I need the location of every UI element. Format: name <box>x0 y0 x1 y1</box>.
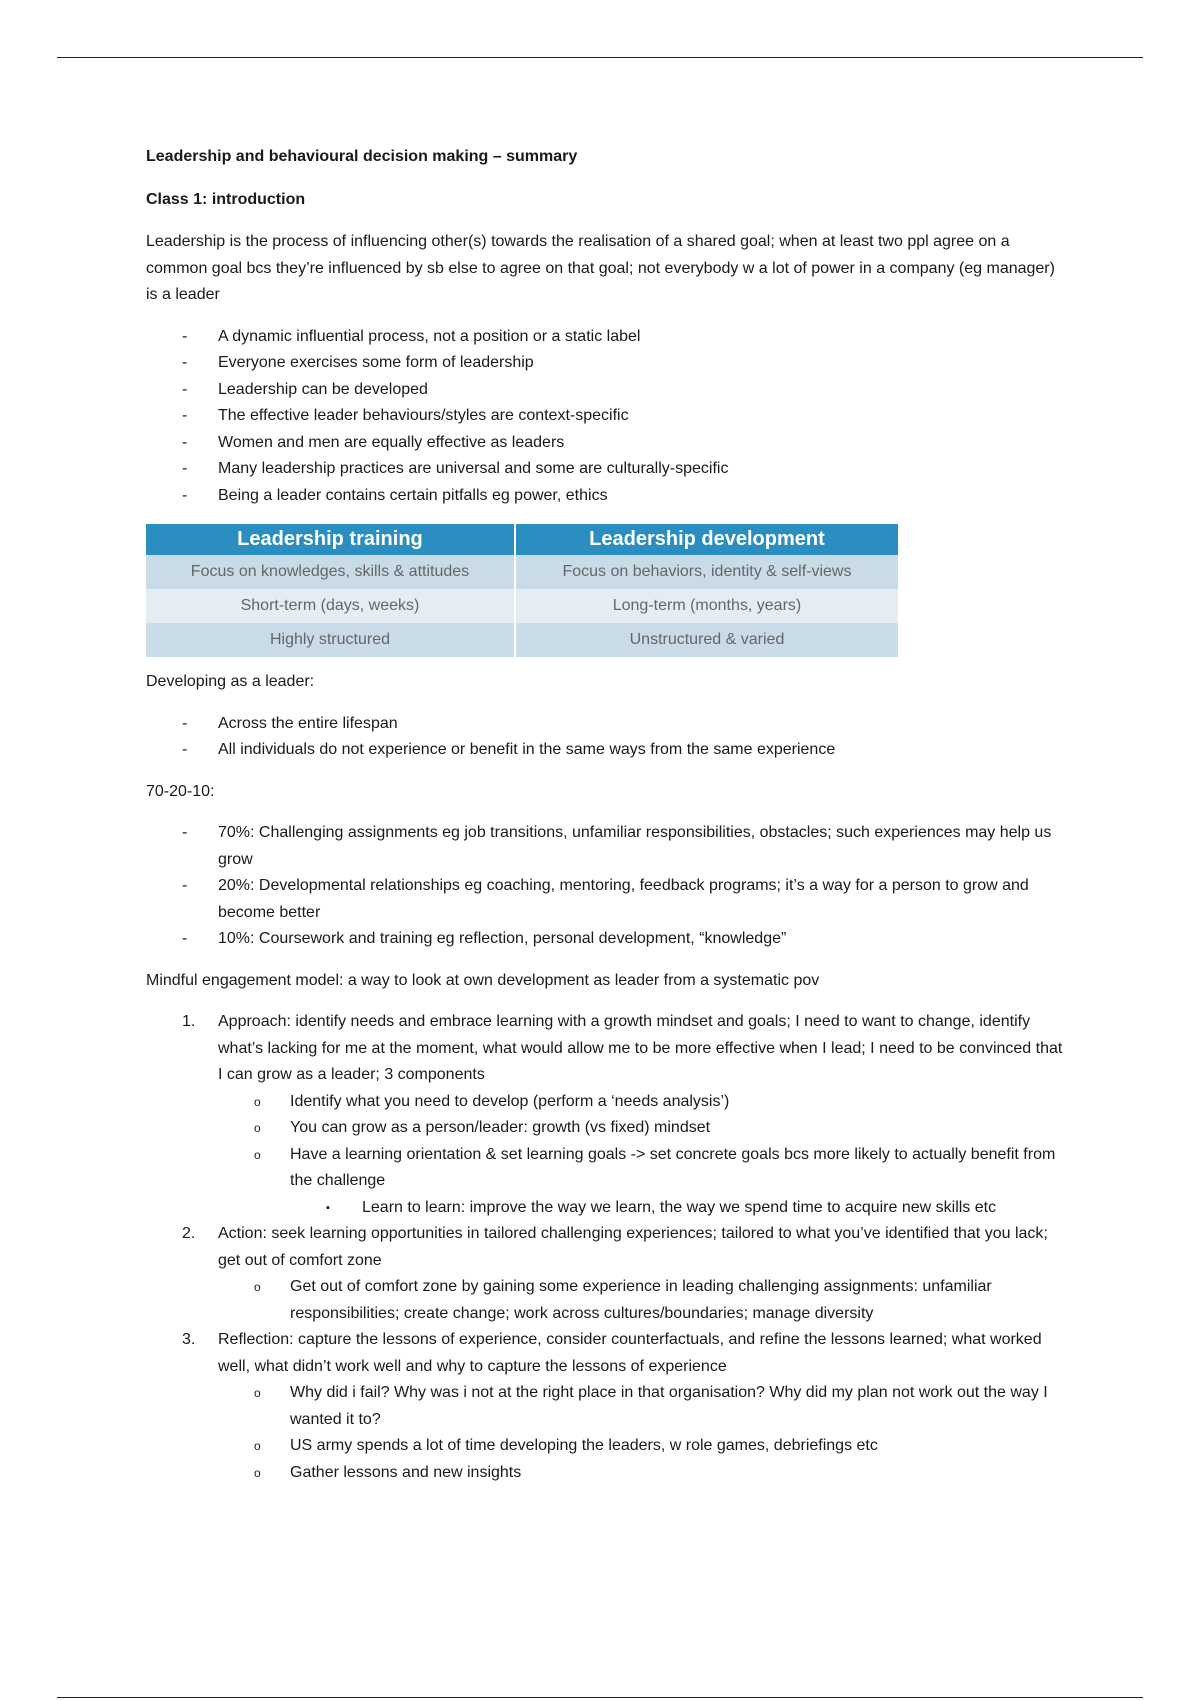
list-item-text: 10%: Coursework and training eg reflection, personal development, “knowledge” <box>218 930 787 947</box>
intro-paragraph: Leadership is the process of influencing other(s) towards the realisation of a shared goal; when at least two ppl agree on a common goal bcs they’re influenced by sb else to agree on that goal; not everybody w a lot of power in a company (eg manager) is a leader <box>146 233 1055 303</box>
step-text: Reflection: capture the lessons of experience, consider counterfactuals, and refine the lessons learned; what worked well, what didn’t work well and why to capture the lessons of experience <box>218 1331 1042 1375</box>
table-header-training: Leadership training <box>146 524 515 555</box>
list-item <box>146 324 1066 351</box>
list-item-text: Learn to learn: improve the way we learn, the way we spend time to acquire new skills etc <box>362 1198 997 1216</box>
list-item <box>290 1195 1066 1222</box>
list-item <box>146 377 1066 404</box>
class-heading: Class 1: introduction <box>146 190 306 208</box>
list-item <box>146 350 1066 377</box>
list-item <box>146 456 1066 483</box>
list-item <box>146 403 1066 430</box>
list-item <box>146 711 1066 738</box>
table-header-row <box>146 524 898 555</box>
intro-bullet-list <box>146 324 1066 510</box>
list-item <box>218 1433 1066 1460</box>
mindful-engagement-steps <box>146 1009 1066 1486</box>
list-item <box>146 926 1066 953</box>
list-item-text: The effective leader behaviours/styles are context-specific <box>218 407 629 424</box>
list-item-text: Women and men are equally effective as leaders <box>218 433 565 451</box>
dash-marker: - <box>182 824 188 841</box>
list-item-text: Everyone exercises some form of leadership <box>218 354 534 371</box>
list-item <box>146 820 1066 873</box>
circle-bullet-icon: o <box>254 1094 261 1109</box>
list-item <box>218 1089 1066 1116</box>
document-title: Leadership and behavioural decision making – summary <box>146 148 578 165</box>
step-sub-sub-list <box>290 1195 1066 1222</box>
table-cell: Long-term (months, years) <box>515 589 898 623</box>
list-item <box>218 1460 1066 1487</box>
table-cell: Short-term (days, weeks) <box>146 589 515 623</box>
step-sub-list <box>218 1274 1066 1327</box>
list-item <box>146 483 1066 510</box>
dash-marker: - <box>182 741 188 758</box>
list-item <box>218 1274 1066 1327</box>
dash-marker: - <box>182 354 188 371</box>
circle-bullet-icon: o <box>254 1439 261 1453</box>
list-item <box>146 430 1066 457</box>
table-cell: Highly structured <box>146 623 515 657</box>
step-sub-list <box>218 1380 1066 1486</box>
list-item-text: Gather lessons and new insights <box>290 1463 522 1481</box>
table-row <box>146 623 898 657</box>
circle-bullet-icon: o <box>254 1280 261 1294</box>
table-cell: Unstructured & varied <box>515 623 898 657</box>
dash-marker: - <box>182 930 188 947</box>
mindful-engagement-label: Mindful engagement model: a way to look at own development as leader from a systematic pov <box>146 971 820 989</box>
step-item <box>146 1009 1066 1221</box>
dash-marker: - <box>182 433 188 451</box>
list-item <box>218 1115 1066 1142</box>
dash-marker: - <box>182 486 188 504</box>
step-number: 2. <box>182 1225 196 1242</box>
table-header-development: Leadership development <box>515 524 898 555</box>
developing-bullet-list <box>146 711 1066 764</box>
list-item <box>146 737 1066 764</box>
list-item <box>218 1142 1066 1222</box>
training-vs-development-table <box>146 524 898 657</box>
list-item-text: A dynamic influential process, not a position or a static label <box>218 327 641 345</box>
circle-bullet-icon: o <box>254 1386 261 1400</box>
list-item-text: Have a learning orientation & set learning goals -> set concrete goals bcs more likely to actually benefit from the challenge <box>290 1145 1056 1189</box>
list-item-text: Across the entire lifespan <box>218 714 398 732</box>
list-item-text: Many leadership practices are universal and some are culturally-specific <box>218 460 729 477</box>
seventy-twenty-ten-list <box>146 820 1066 953</box>
list-item-text: 20%: Developmental relationships eg coaching, mentoring, feedback programs; it’s a way for a person to grow and become better <box>218 877 1029 921</box>
step-number: 3. <box>182 1331 196 1348</box>
list-item-text: Identify what you need to develop (perform a ‘needs analysis’) <box>290 1092 730 1110</box>
step-text: Action: seek learning opportunities in tailored challenging experiences; tailored to what you’ve identified that you lack; get out of comfort zone <box>218 1225 1048 1269</box>
dash-marker: - <box>182 380 188 398</box>
list-item-text: Being a leader contains certain pitfalls eg power, ethics <box>218 486 608 504</box>
list-item-text: Get out of comfort zone by gaining some experience in leading challenging assignments: unfamiliar responsibilities; create change; work across cultures/boundaries; manage diversity <box>290 1278 992 1322</box>
footer-rule <box>57 1697 1143 1698</box>
dash-marker: - <box>182 877 188 894</box>
step-number: 1. <box>182 1013 196 1030</box>
step-item <box>146 1327 1066 1486</box>
header-rule <box>57 57 1143 58</box>
square-bullet-icon: ▪ <box>326 1201 330 1214</box>
table-row <box>146 589 898 623</box>
list-item-text: 70%: Challenging assignments eg job transitions, unfamiliar responsibilities, obstacles; such experiences may help us grow <box>218 824 1052 868</box>
seventy-twenty-ten-label: 70-20-10: <box>146 782 215 800</box>
dash-marker: - <box>182 327 188 345</box>
step-text: Approach: identify needs and embrace learning with a growth mindset and goals; I need to want to change, identify what’s lacking for me at the moment, what would allow me to be more effective when I lead; I need to be convinced that I can grow as a leader; 3 components <box>218 1013 1063 1083</box>
list-item-text: Leadership can be developed <box>218 380 428 398</box>
dash-marker: - <box>182 407 188 424</box>
list-item-text: You can grow as a person/leader: growth (vs fixed) mindset <box>290 1119 711 1136</box>
list-item-text: Why did i fail? Why was i not at the right place in that organisation? Why did my plan not work out the way I wanted it to? <box>290 1384 1048 1428</box>
circle-bullet-icon: o <box>254 1147 261 1162</box>
list-item-text: All individuals do not experience or benefit in the same ways from the same experience <box>218 741 836 758</box>
step-sub-list <box>218 1089 1066 1222</box>
developing-label: Developing as a leader: <box>146 673 315 690</box>
step-item <box>146 1221 1066 1327</box>
list-item <box>218 1380 1066 1433</box>
table-cell: Focus on knowledges, skills & attitudes <box>146 555 515 589</box>
table-cell: Focus on behaviors, identity & self-views <box>515 555 898 589</box>
circle-bullet-icon: o <box>254 1121 261 1135</box>
table-row <box>146 555 898 589</box>
list-item <box>146 873 1066 926</box>
list-item-text: US army spends a lot of time developing the leaders, w role games, debriefings etc <box>290 1437 878 1454</box>
document-page <box>146 144 1066 1501</box>
circle-bullet-icon: o <box>254 1465 261 1480</box>
dash-marker: - <box>182 460 188 477</box>
dash-marker: - <box>182 714 188 732</box>
